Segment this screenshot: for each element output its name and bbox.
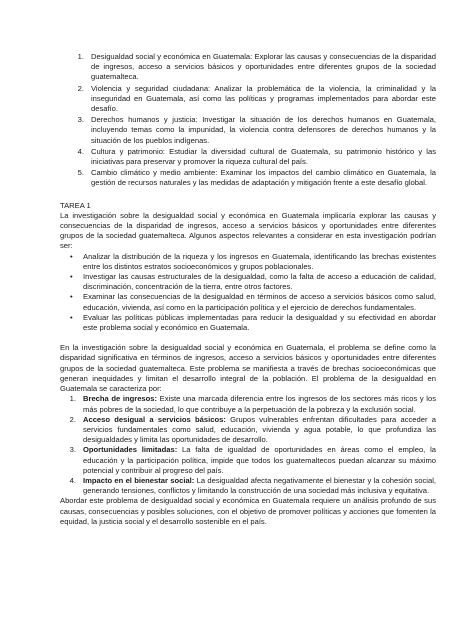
list-item bbox=[66, 168, 436, 188]
list-item bbox=[60, 292, 436, 312]
list-item bbox=[66, 84, 436, 115]
problem-characteristics-list bbox=[60, 394, 436, 496]
intro-paragraph: La investigación sobre la desigualdad social y económica en Guatemala implicaría explorar las causas y consecuencias de la disparidad de ingresos, acceso a servicios básicos y oportunidades entre diferentes grupos de la sociedad guatemalteca. Algunos aspectos relevantes a considerar en esta investigación podrían ser: bbox=[60, 210, 436, 251]
list-item bbox=[66, 147, 436, 167]
list-item-text: Existe una marcada diferencia entre los ingresos de los sectores más ricos y los más pobres de la sociedad, lo que contribuye a la perpetuación de la pobreza y la exclusión social. bbox=[83, 394, 436, 414]
bullet-icon: • bbox=[70, 312, 73, 322]
section-heading: TAREA 1 bbox=[60, 200, 91, 210]
list-item bbox=[60, 394, 436, 414]
list-item-text: Desigualdad social y económica en Guatemala: Explorar las causas y consecuencias de la disparidad de ingresos, acceso a servicios básicos y oportunidades entre diferentes grupos de la sociedad guatemalteca. bbox=[91, 52, 436, 82]
list-number: 3. bbox=[69, 445, 76, 455]
list-item-text: Grupos vulnerables enfrentan dificultades para acceder a servicios fundamentales como salud, educación, vivienda y agua potable, lo que profundiza las desigualdades y limita las oportunidades de desarrollo. bbox=[83, 414, 436, 445]
item-title: Impacto en el bienestar social: bbox=[83, 475, 195, 485]
list-item-text: Cultura y patrimonio: Estudiar la diversidad cultural de Guatemala, su patrimonio histórico y las iniciativas para preservar y promover la riqueza cultural del país. bbox=[91, 146, 436, 167]
bullet-icon: • bbox=[70, 292, 73, 302]
list-item-text: La desigualdad afecta negativamente el bienestar y la cohesión social, generando tensiones, conflictos y limitando la construcción de una sociedad más inclusiva y equitativa. bbox=[83, 475, 436, 496]
list-number: 1. bbox=[77, 52, 84, 61]
list-number: 4. bbox=[69, 475, 76, 485]
list-item bbox=[60, 415, 436, 446]
list-item bbox=[60, 313, 436, 333]
item-title: Acceso desigual a servicios básicos: bbox=[83, 414, 226, 424]
list-number: 5. bbox=[77, 168, 84, 178]
list-item bbox=[66, 52, 436, 83]
list-item-text: Investigar las causas estructurales de la desigualdad, como la falta de acceso a educación de calidad, discriminación, concentración de la tierra, entre otros factores. bbox=[83, 272, 436, 292]
list-item-text: La falta de igualdad de oportunidades en áreas como el empleo, la educación y la participación política, impide que todos los guatemaltecos puedan alcanzar su máximo potencial y contribuir al progreso del país. bbox=[83, 445, 436, 475]
list-item-text: Evaluar las políticas públicas implementadas para reducir la desigualdad y su efectividad en abordar este problema social y económico en Guatemala. bbox=[83, 312, 436, 333]
list-number: 2. bbox=[69, 414, 76, 424]
list-item bbox=[66, 115, 436, 146]
item-title: Brecha de ingresos: bbox=[83, 394, 158, 404]
list-item-text: Violencia y seguridad ciudadana: Analizar la problemática de la violencia, la criminalidad y la inseguridad en Guatemala, así como las políticas y programas implementados para abordar este desafío. bbox=[91, 83, 436, 114]
bullet-icon: • bbox=[70, 251, 73, 261]
list-number: 3. bbox=[77, 115, 84, 125]
list-item bbox=[60, 445, 436, 476]
list-item-text: Cambio climático y medio ambiente: Examinar los impactos del cambio climático en Guatemala, la gestión de recursos naturales y las medidas de adaptación y mitigación frente a este desafío global. bbox=[91, 168, 436, 188]
item-title: Oportunidades limitadas: bbox=[83, 445, 178, 455]
list-item-text: Derechos humanos y justicia: Investigar la situación de los derechos humanos en Guatemala, incluyendo temas como la impunidad, la violencia contra defensores de derechos humanos y la situación de los pueblos indígenas. bbox=[91, 115, 436, 145]
bullet-icon: • bbox=[70, 272, 73, 282]
tarea-section bbox=[60, 201, 436, 527]
list-item bbox=[60, 252, 436, 272]
aspects-bullet-list bbox=[60, 252, 436, 334]
list-number: 4. bbox=[77, 146, 84, 156]
list-item-text: Examinar las consecuencias de la desigualdad en términos de acceso a servicios básicos como salud, educación, vivienda, así como en la participación política y el ejercicio de derechos fundamentales. bbox=[83, 292, 436, 312]
list-number: 2. bbox=[77, 83, 84, 93]
research-topics-list bbox=[66, 52, 436, 189]
problem-paragraph: En la investigación sobre la desigualdad social y económica en Guatemala, el problema se define como la disparidad significativa en términos de ingresos, acceso a servicios básicos y oportunidades entre diferentes grupos de la sociedad guatemalteca. Este problema se manifiesta a través de brechas socioeconómicas que generan inequidades y limitan el desarrollo integral de la población. El problema de la desigualdad en Guatemala se caracteriza por: bbox=[60, 343, 436, 394]
list-number: 1. bbox=[69, 394, 76, 404]
list-item-text: Analizar la distribución de la riqueza y los ingresos en Guatemala, identificando las brechas existentes entre los distintos estratos socioeconómicos y grupos poblacionales. bbox=[83, 251, 436, 271]
list-item bbox=[60, 476, 436, 496]
list-item bbox=[60, 272, 436, 292]
closing-paragraph: Abordar este problema de desigualdad social y económica en Guatemala requiere un análisis profundo de sus causas, consecuencias y posibles soluciones, con el objetivo de promover políticas y acciones que fomenten la equidad, la justicia social y el desarrollo sostenible en el país. bbox=[60, 496, 436, 526]
